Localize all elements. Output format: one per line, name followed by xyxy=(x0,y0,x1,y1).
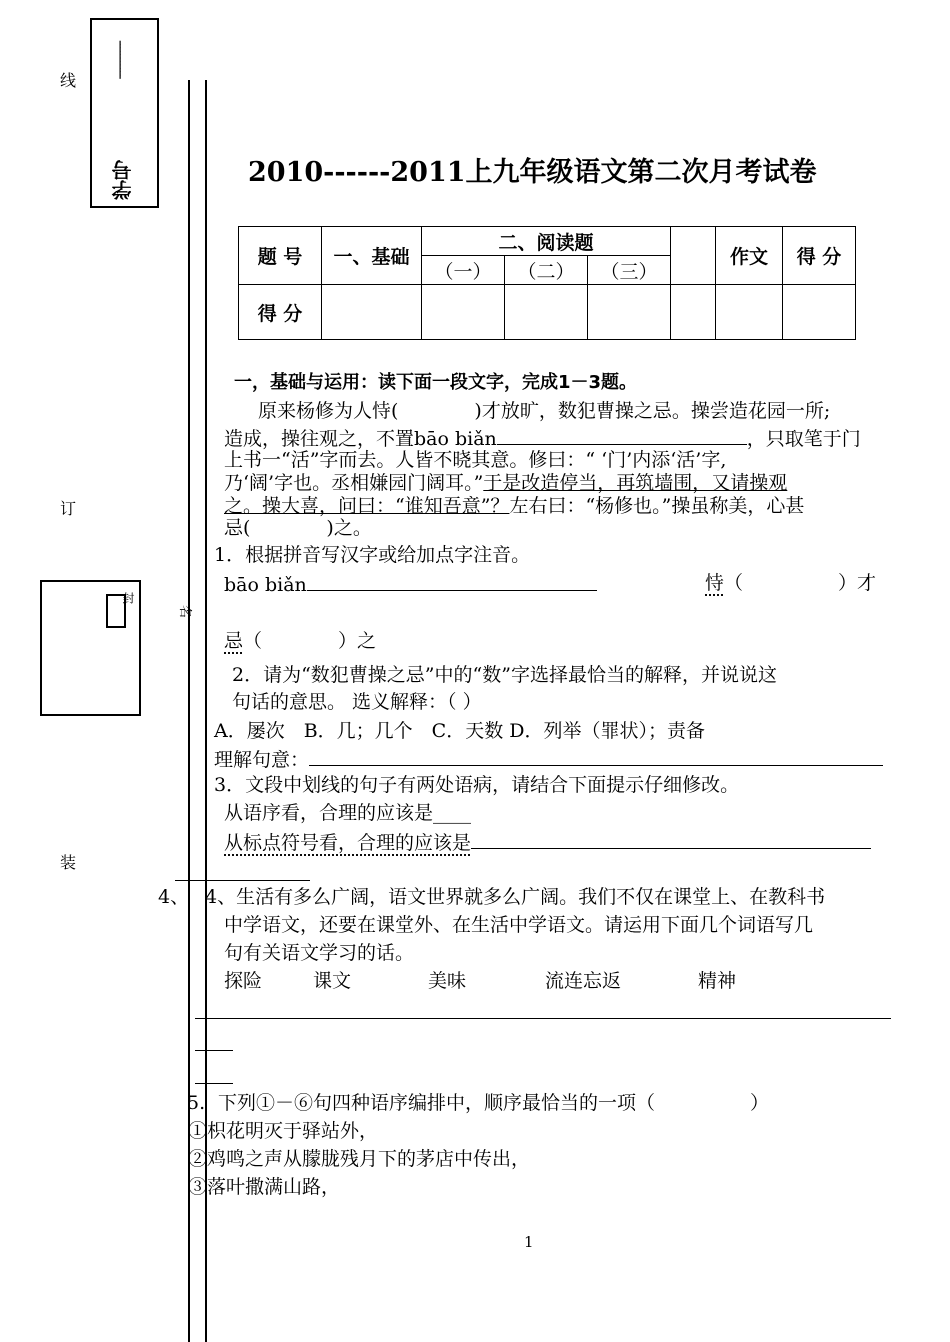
q2-understand-blank[interactable] xyxy=(309,747,883,766)
q4-line-2: 中学语文，还要在课堂外、在生活中学语文。请运用下面几个词语写几 xyxy=(224,914,814,936)
q1-ji-blank[interactable]: （ ）之 xyxy=(243,630,377,652)
q3-stem: 3．文段中划线的句子有两处语病，请结合下面提示仔细修改。 xyxy=(214,774,740,796)
passage-line-4a: 乃‘阔’字也。丞相嫌园门阔耳。” xyxy=(224,472,484,494)
separator-line xyxy=(175,880,310,881)
q3-punct-line xyxy=(224,830,871,855)
q5-item-1: ①枳花明灭于驿站外， xyxy=(188,1120,379,1142)
q1-shi-line xyxy=(705,572,876,595)
q4-answer-line-1[interactable] xyxy=(195,1018,891,1019)
score-cell[interactable] xyxy=(671,285,716,340)
score-cell[interactable] xyxy=(422,285,505,340)
q5-item-2: ②鸡鸣之声从朦胧残月下的茅店中传出， xyxy=(188,1148,531,1170)
q1-shi-char: 恃 xyxy=(705,572,725,594)
q4-line-1: 4、生活有多么广阔，语文世界就多么广阔。我们不仅在课堂上、在教科书 xyxy=(205,886,826,908)
q1-ji-char: 忌 xyxy=(224,630,244,652)
name-mark: 名 xyxy=(177,604,193,619)
q1-pinyin-line xyxy=(224,572,597,597)
binding-label-zhuang: 装 xyxy=(60,853,77,872)
score-header-tihao: 题 号 xyxy=(239,227,322,285)
q1-answer-blank[interactable] xyxy=(307,572,597,591)
q5-item-3: ③落叶撒满山路， xyxy=(188,1176,341,1198)
q2-line-1: 2．请为“数犯曹操之忌”中的“数”字选择最恰当的解释，并说说这 xyxy=(232,664,777,686)
name-box xyxy=(40,580,141,716)
passage-line-6: 忌( )之。 xyxy=(224,517,372,539)
score-cell[interactable] xyxy=(505,285,588,340)
q3-order: 从语序看，合理的应该是____ xyxy=(224,802,472,824)
passage-underlined-2: 之。操大喜，问曰：“谁知吾意”？ xyxy=(224,495,510,517)
q3-punct-blank[interactable] xyxy=(471,830,871,849)
passage-line-2a: 造成，操往观之，不置bāo biǎn xyxy=(224,428,497,450)
q5-stem: 下列①－⑥句四种语序编排中，顺序最恰当的一项（ ） xyxy=(218,1092,770,1114)
student-no-label: 学号 xyxy=(111,160,135,200)
binding-label-xian: 线 xyxy=(60,71,77,90)
q2-options: A．屡次 B．几；几个 C．天数 D．列举（罪状）；责备 xyxy=(214,720,705,742)
q4-word-5: 精神 xyxy=(698,970,737,992)
q1-ji-line xyxy=(224,630,376,653)
student-no-dashes: ----------- xyxy=(112,40,131,78)
score-cell[interactable] xyxy=(322,285,422,340)
score-cell[interactable] xyxy=(588,285,671,340)
score-header-y3: （三） xyxy=(588,256,671,285)
score-header-yuedu: 二、阅读题 xyxy=(422,227,671,256)
score-cell[interactable] xyxy=(783,285,856,340)
passage-line-2 xyxy=(224,426,861,451)
q4-line-3: 句有关语文学习的话。 xyxy=(224,942,415,964)
section1-heading: 一，基础与运用：读下面一段文字，完成1－3题。 xyxy=(234,372,638,393)
passage-line-3: 上书一“活”字而去。人皆不晓其意。修曰：“ ‘门’内添‘活’字, xyxy=(224,449,727,471)
score-header-blank xyxy=(671,227,716,285)
q4-num-outer: 4、 xyxy=(158,886,190,908)
passage-line-2b: ，只取笔于门 xyxy=(746,428,861,450)
q4-word-3: 美味 xyxy=(428,970,467,992)
q4-word-4: 流连忘返 xyxy=(545,970,622,992)
q4-answer-line-3[interactable] xyxy=(195,1083,233,1084)
score-header-zuowen: 作文 xyxy=(716,227,783,285)
page-number: 1 xyxy=(524,1233,534,1251)
score-row-label: 得 分 xyxy=(239,285,322,340)
passage-underlined-1: 于是改造停当，再筑墙围，又请操观 xyxy=(483,472,788,494)
q2-understand-line xyxy=(214,747,883,772)
q2-line-2: 句话的意思。 选义解释：（ ） xyxy=(232,691,482,713)
q1-shi-blank[interactable]: （ ）才 xyxy=(724,572,877,594)
q3-punct-label: 从标点符号看，合理的应该是 xyxy=(224,832,472,854)
passage-line-5b: 左右曰：“杨修也。”操虽称美，心甚 xyxy=(509,495,805,517)
q1-pinyin: bāo biǎn xyxy=(224,574,307,596)
page-title: 2010------2011上九年级语文第二次月考试卷 xyxy=(248,157,817,188)
score-table xyxy=(238,226,856,340)
score-header-jichu: 一、基础 xyxy=(322,227,422,285)
student-no-box xyxy=(90,18,159,208)
passage-line-4 xyxy=(224,472,787,495)
q4-answer-line-2[interactable] xyxy=(195,1050,233,1051)
q1-stem: 1．根据拼音写汉字或给加点字注音。 xyxy=(214,544,531,566)
passage-line-1: 原来杨修为人恃( )才放旷，数犯曹操之忌。操尝造花园一所; xyxy=(258,400,831,422)
score-cell[interactable] xyxy=(716,285,783,340)
q2-understand-label: 理解句意： xyxy=(214,749,310,771)
score-header-y1: （一） xyxy=(422,256,505,285)
q4-word-2: 课文 xyxy=(313,970,352,992)
q4-word-1: 探险 xyxy=(224,970,263,992)
passage-blank-baobian[interactable] xyxy=(497,426,747,445)
score-header-y2: （二） xyxy=(505,256,588,285)
name-box-char: 封 xyxy=(121,592,135,604)
binding-label-ding: 订 xyxy=(60,499,77,518)
passage-line-5 xyxy=(224,495,804,518)
q5-num: 5. xyxy=(187,1092,206,1114)
score-header-defen: 得 分 xyxy=(783,227,856,285)
